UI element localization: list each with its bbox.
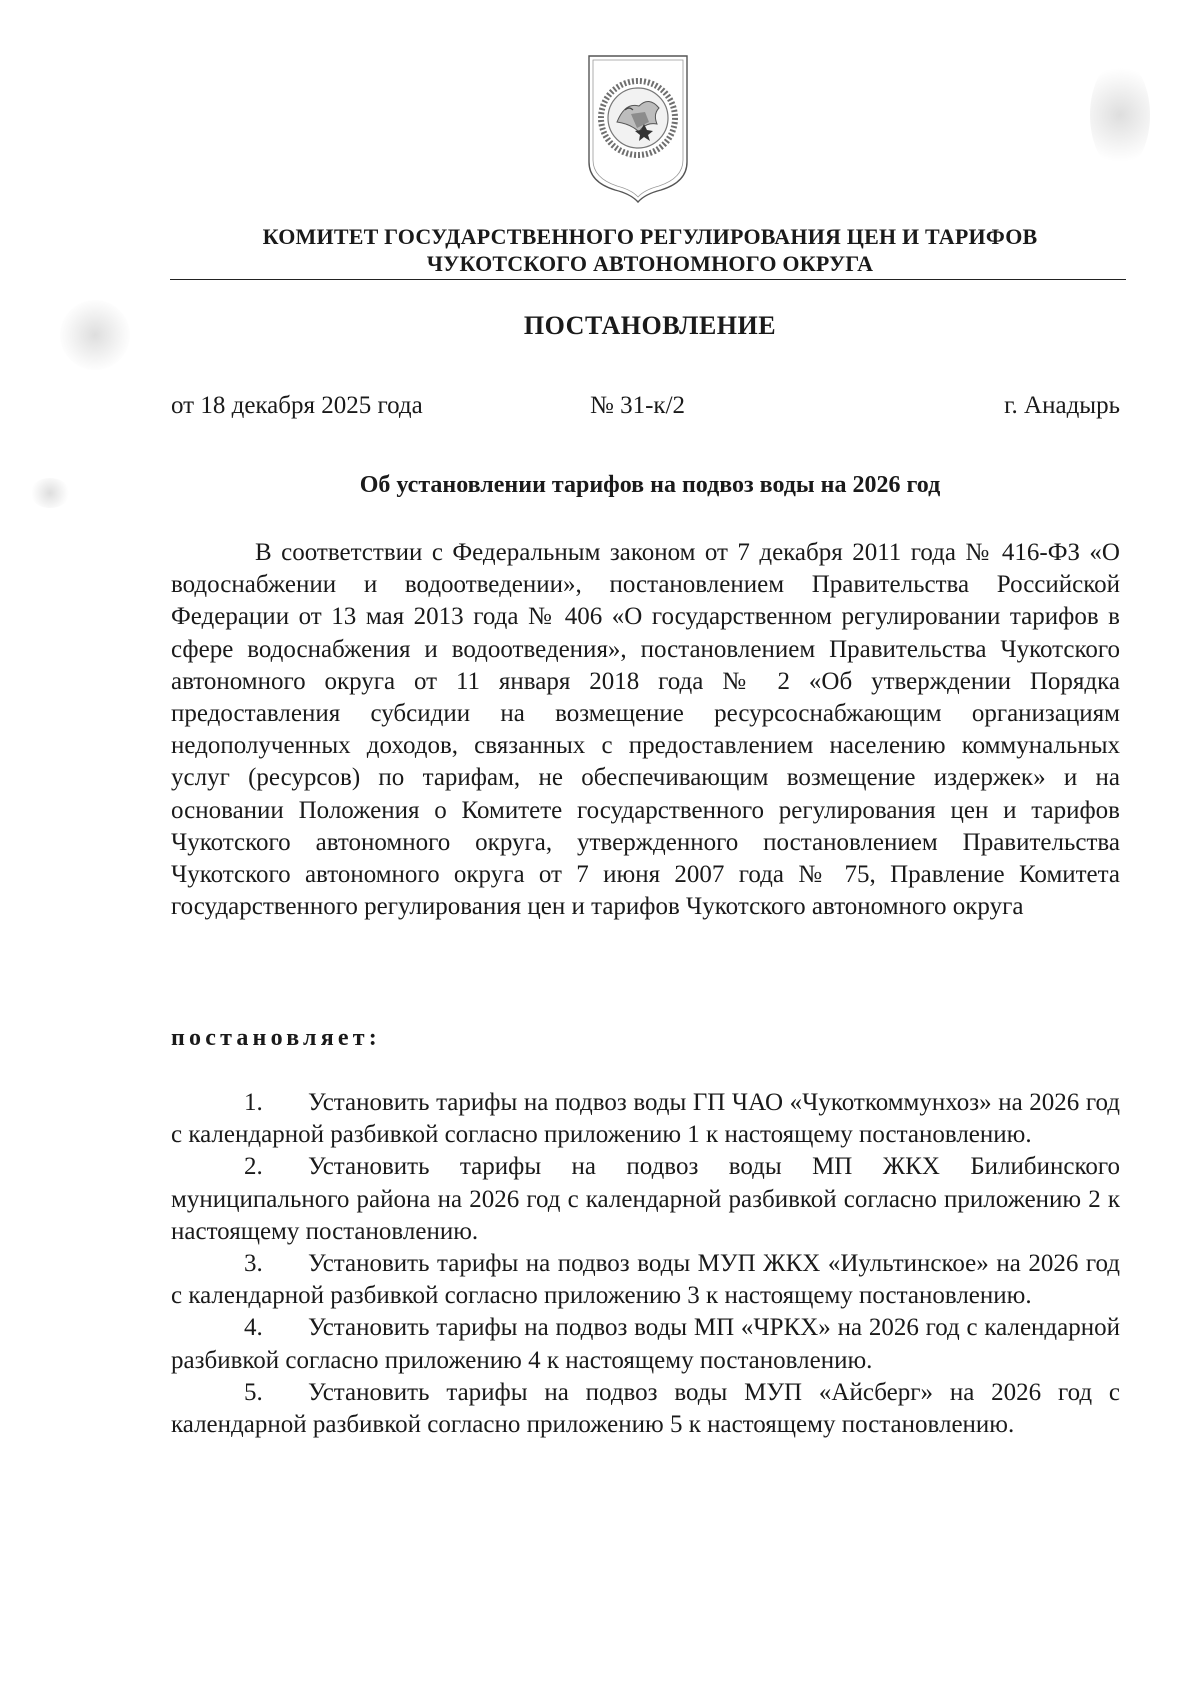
- scan-speck: [60, 300, 130, 370]
- emblem-icon: [583, 52, 693, 204]
- scan-speck: [30, 478, 70, 508]
- decree-word: постановляет:: [171, 1025, 381, 1051]
- decree-items: [171, 1087, 1120, 1441]
- scan-speck: [1090, 60, 1150, 170]
- decree-item: [171, 1377, 1120, 1441]
- document-title: Об установлении тарифов на подвоз воды на 2026 год: [359, 472, 941, 498]
- item-text: Установить тарифы на подвоз воды МП «ЧРКХ» на 2026 год с календарной разбивкой согласно приложению 4 к настоящему постановлению.: [171, 1314, 1120, 1374]
- document-place: г. Анадырь: [1004, 392, 1120, 419]
- header-divider: [170, 279, 1126, 280]
- item-number: 1.: [244, 1089, 263, 1116]
- item-text: Установить тарифы на подвоз воды МУП ЖКХ «Иультинское» на 2026 год с календарной разбивкой согласно приложению 3 к настоящему постановлению.: [171, 1250, 1120, 1310]
- item-text: Установить тарифы на подвоз воды ГП ЧАО «Чукоткоммунхоз» на 2026 год с календарной разбивкой согласно приложению 1 к настоящему постановлению.: [171, 1089, 1120, 1149]
- item-number: 3.: [244, 1250, 263, 1278]
- document-date: от 18 декабря 2025 года: [171, 392, 423, 419]
- item-text: Установить тарифы на подвоз воды МП ЖКХ Билибинского муниципального района на 2026 год с календарной разбивкой согласно приложению 2 к настоящему постановлению.: [171, 1153, 1120, 1245]
- item-text: Установить тарифы на подвоз воды МУП «Айсберг» на 2026 год с календарной разбивкой согласно приложению 5 к настоящему постановлению.: [171, 1378, 1120, 1439]
- preamble-paragraph: В соответствии с Федеральным законом от 7 декабря 2011 года № 416-ФЗ «О водоснабжении и водоотведении», постановлением Правительства Российской Федерации от 13 мая 2013 года № 406 «О государственном регулировании тарифов в сфере водоснабжения и водоотведения», постановлением Правительства Чукотского автономного округа от 11 января 2018 года № 2 «Об утверждении Порядка предоставления субсидии на возмещение ресурсоснабжающим организациям недополученных доходов, связанных с предоставлением населению коммунальных услуг (ресурсов) по тарифам, не обеспечивающим возмещение издержек» и на основании Положения о Комитете государственного регулирования цен и тарифов Чукотского автономного округа, утвержденного постановлением Правительства Чукотского автономного округа от 7 июня 2007 года № 75, Правление Комитета государственного регулирования цен и тарифов Чукотского автономного округа: [171, 539, 1120, 921]
- item-number: 5.: [244, 1378, 263, 1406]
- committee-name-line2: ЧУКОТСКОГО АВТОНОМНОГО ОКРУГА: [426, 251, 874, 276]
- decree-item: [171, 1248, 1120, 1312]
- committee-name-line1: КОМИТЕТ ГОСУДАРСТВЕННОГО РЕГУЛИРОВАНИЯ ЦЕН И ТАРИФОВ: [262, 224, 1038, 249]
- item-number: 4.: [244, 1314, 263, 1342]
- decree-item: [171, 1312, 1120, 1376]
- item-number: 2.: [244, 1153, 263, 1181]
- document-number: № 31-к/2: [590, 392, 686, 419]
- decree-item: [171, 1151, 1120, 1248]
- document-type: ПОСТАНОВЛЕНИЕ: [523, 311, 777, 340]
- decree-item: [171, 1087, 1120, 1151]
